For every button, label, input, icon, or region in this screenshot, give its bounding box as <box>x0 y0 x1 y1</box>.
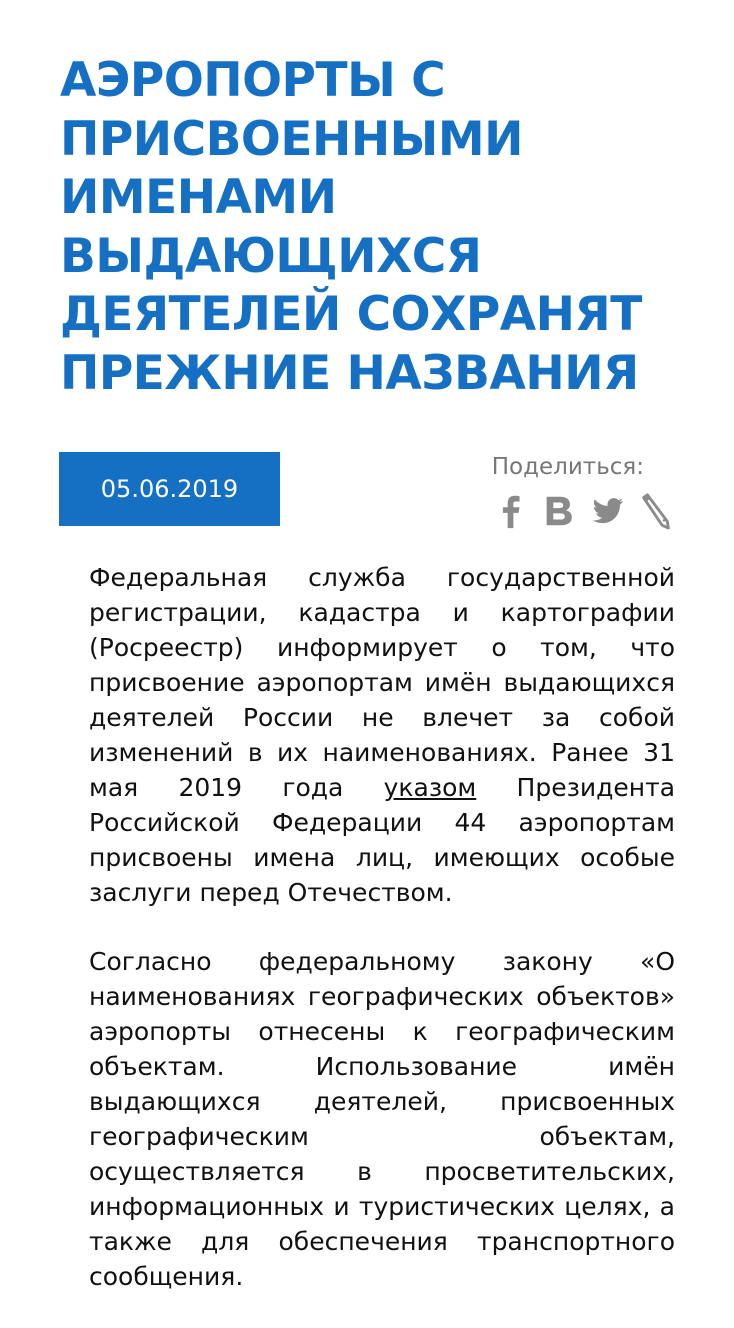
decree-link[interactable]: указом <box>383 773 477 802</box>
share-icons <box>492 492 672 532</box>
paragraph-1-text-after-link: Президента Российской Федерации 44 аэропортам присвоены имена лиц, имеющих особые заслуги перед Отечеством. <box>89 773 676 907</box>
article-paragraph-1 <box>89 560 675 910</box>
livejournal-icon[interactable] <box>636 492 674 530</box>
facebook-icon[interactable] <box>492 492 530 530</box>
article-body <box>89 560 675 1328</box>
date-badge <box>59 452 280 526</box>
article-paragraph-2: Согласно федеральному закону «О наименованиях географических объектов» аэропорты отнесены к географическим объектам. Использование имён выдающихся деятелей, присвоенных географическим объектам, осуществляется в просветительских, информационных и туристических целях, а также для обеспечения транспортного сообщения. <box>89 947 675 1291</box>
date-text: 05.06.2019 <box>100 475 239 503</box>
twitter-icon[interactable] <box>588 492 626 530</box>
paragraph-1-text-before-link: Федеральная служба государственной регистрации, кадастра и картографии (Росреестр) информирует о том, что присвоение аэропортам имён выдающихся деятелей России не влечет за собой изменений в их наименованиях. Ранее 31 мая 2019 года <box>89 563 675 802</box>
vkontakte-icon[interactable] <box>540 492 578 530</box>
article-title: АЭРОПОРТЫ С ПРИСВОЕННЫМИ ИМЕНАМИ ВЫДАЮЩИХСЯ ДЕЯТЕЛЕЙ СОХРАНЯТ ПРЕЖНИЕ НАЗВАНИЯ <box>60 53 642 401</box>
share-label: Поделиться: <box>491 454 644 480</box>
